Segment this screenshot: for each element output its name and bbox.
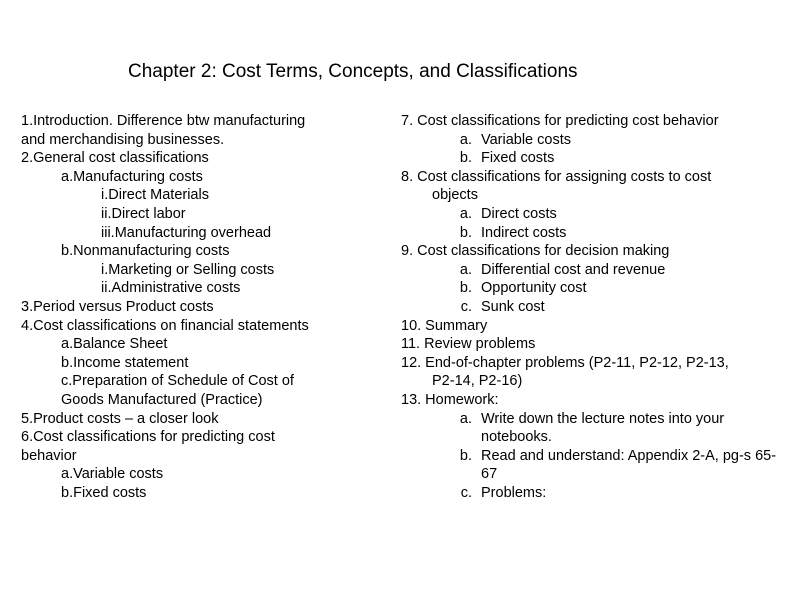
- outline-item: 2.General cost classifications: [21, 150, 209, 167]
- outline-subsubitem: ii.Administrative costs: [101, 280, 241, 297]
- list-marker: b.: [459, 447, 472, 464]
- outline-subitem: [401, 261, 781, 280]
- outline-subsubitem: ii.Direct labor: [101, 205, 186, 222]
- list-marker: b.: [459, 280, 472, 297]
- outline-subitem: b.Fixed costs: [61, 484, 147, 501]
- outline-subitem: [401, 279, 781, 298]
- outline-subitem: [401, 224, 781, 243]
- outline-item: 13. Homework:: [401, 391, 499, 408]
- outline-item: 3.Period versus Product costs: [21, 298, 214, 315]
- outline-item: behavior: [21, 447, 77, 464]
- list-text: Read and understand: Appendix 2-A, pg-s 65-67: [481, 447, 777, 483]
- outline-item: 5.Product costs – a closer look: [21, 410, 219, 427]
- outline-item: 4.Cost classifications on financial statements: [21, 317, 309, 334]
- outline-subitem: [401, 131, 781, 150]
- list-text: Direct costs: [481, 205, 557, 222]
- outline-item-continued: P2-14, P2-16): [432, 373, 523, 390]
- list-marker: a.: [459, 261, 472, 278]
- outline-item: 8. Cost classifications for assigning costs to cost: [401, 168, 712, 185]
- outline-subsubitem: i.Marketing or Selling costs: [101, 261, 275, 278]
- outline-subitem: [401, 410, 781, 447]
- outline-subitem: b.Income statement: [61, 354, 189, 371]
- outline-subitem: [401, 447, 781, 484]
- list-text: Problems:: [481, 484, 547, 501]
- list-marker: c.: [460, 298, 472, 315]
- outline-item: and merchandising businesses.: [21, 131, 225, 148]
- list-text: Write down the lecture notes into your notebooks.: [481, 410, 725, 446]
- list-text: Indirect costs: [481, 224, 567, 241]
- list-text: Fixed costs: [481, 150, 555, 167]
- list-marker: a.: [459, 410, 472, 427]
- outline-item: 12. End-of-chapter problems (P2-11, P2-12, P2-13,: [401, 354, 729, 371]
- slide-title: Chapter 2: Cost Terms, Concepts, and Classifications: [128, 61, 578, 82]
- outline-right-column: [401, 112, 781, 502]
- list-marker: a.: [459, 131, 472, 148]
- outline-subitem: [401, 205, 781, 224]
- outline-subitem: Goods Manufactured (Practice): [61, 391, 263, 408]
- outline-item: 9. Cost classifications for decision making: [401, 243, 670, 260]
- outline-subsubitem: i.Direct Materials: [101, 187, 209, 204]
- list-text: Variable costs: [481, 131, 571, 148]
- outline-subitem: [401, 298, 781, 317]
- outline-subitem: a.Balance Sheet: [61, 336, 168, 353]
- list-marker: b.: [459, 224, 472, 241]
- outline-item: 7. Cost classifications for predicting cost behavior: [401, 113, 719, 129]
- outline-subsubitem: iii.Manufacturing overhead: [101, 224, 272, 241]
- list-marker: b.: [459, 150, 472, 167]
- outline-left-column: [21, 112, 361, 502]
- list-marker: c.: [460, 484, 472, 501]
- outline-item: 6.Cost classifications for predicting cost: [21, 429, 275, 446]
- outline-item-continued: objects: [432, 187, 478, 204]
- outline-subitem: a.Manufacturing costs: [61, 168, 203, 185]
- outline-subitem: c.Preparation of Schedule of Cost of: [61, 373, 294, 390]
- outline-subitem: b.Nonmanufacturing costs: [61, 243, 230, 260]
- list-text: Differential cost and revenue: [481, 261, 666, 278]
- list-text: Sunk cost: [481, 298, 545, 315]
- outline-item: 10. Summary: [401, 317, 488, 334]
- outline-subitem: [401, 484, 781, 503]
- outline-item: 1.Introduction. Difference btw manufacturing: [21, 113, 306, 129]
- outline-subitem: a.Variable costs: [61, 466, 164, 483]
- outline-item: 11. Review problems: [401, 336, 536, 353]
- list-marker: a.: [459, 205, 472, 222]
- list-text: Opportunity cost: [481, 280, 587, 297]
- outline-subitem: [401, 149, 781, 168]
